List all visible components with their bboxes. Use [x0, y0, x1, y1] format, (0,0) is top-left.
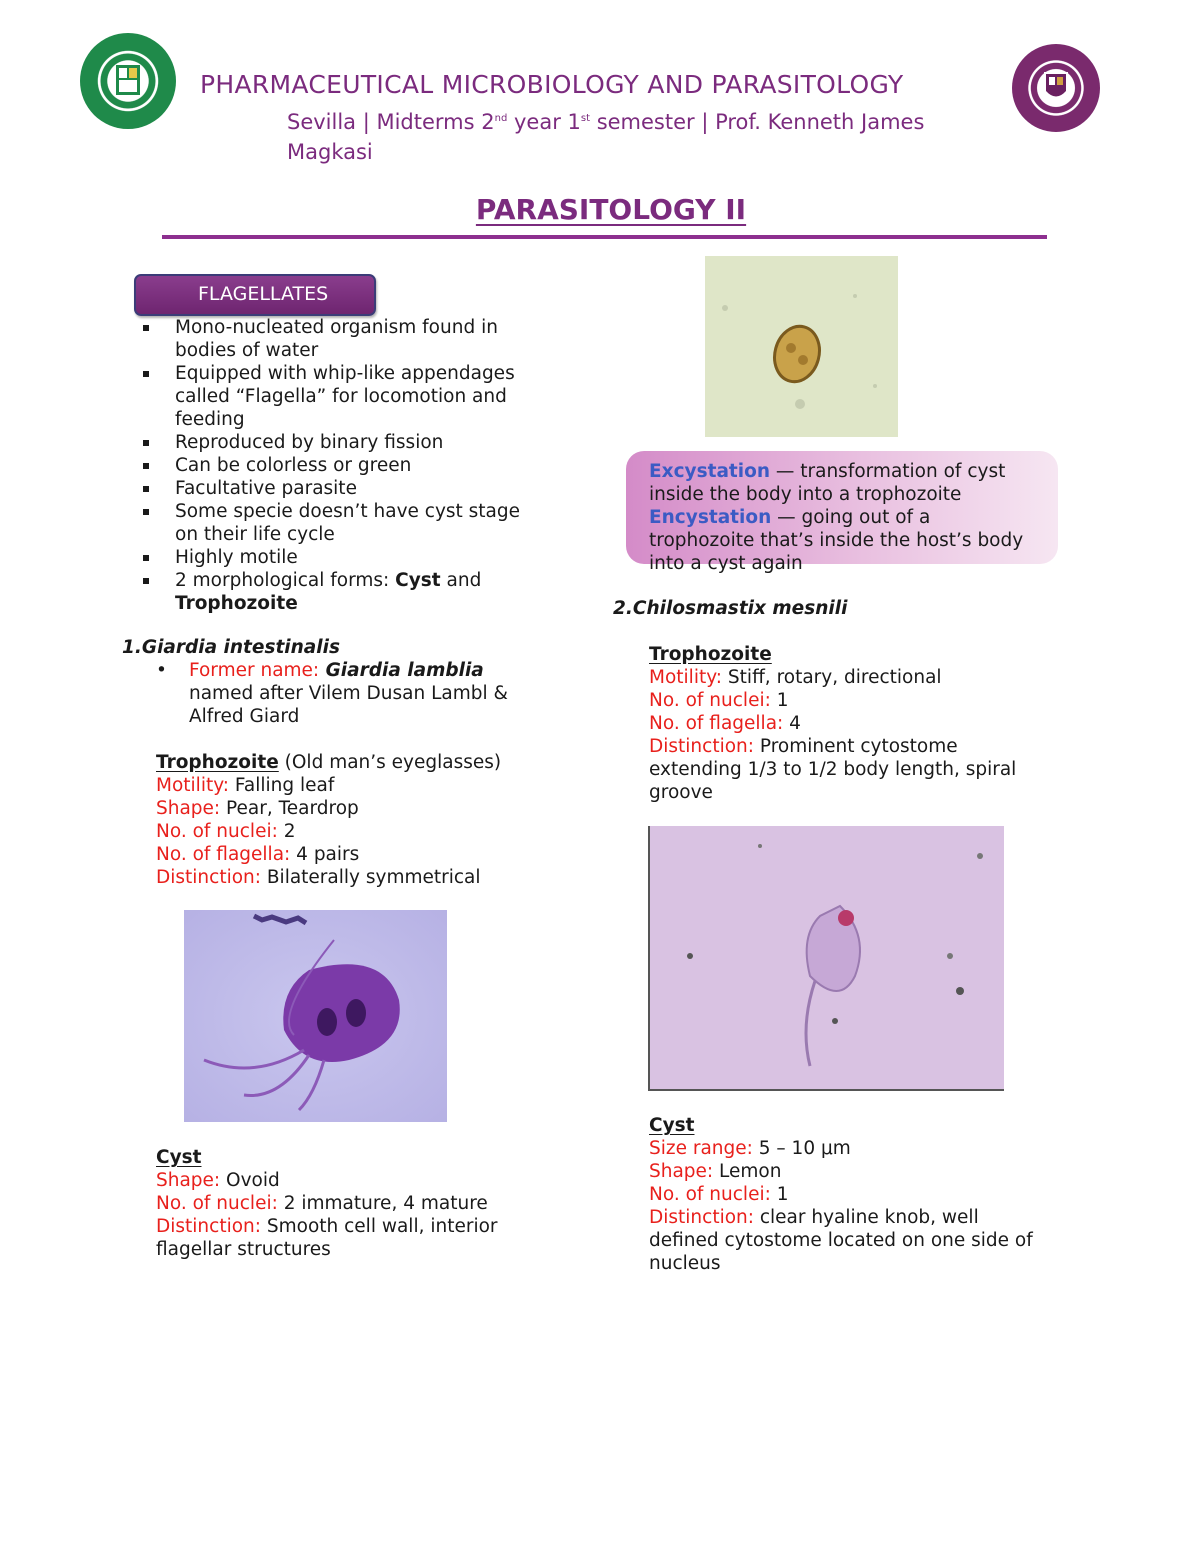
course-title: PHARMACEUTICAL MICROBIOLOGY AND PARASITOLOGY — [200, 70, 904, 99]
giardia-trophozoite-details: Trophozoite (Old man’s eyeglasses) Motility: Falling leaf Shape: Pear, Teardrop No. of nuclei: 2 No. of flagella: 4 pairs Distinction: Bilaterally symmetrical — [156, 752, 502, 888]
chilomastix-cyst-details: Cyst Size range: 5 – 10 μm Shape: Lemon No. of nuclei: 1 Distinction: clear hyaline knob, well defined cytostome located on one side of nucleus — [649, 1115, 1033, 1274]
school-seal-left-icon — [80, 33, 176, 129]
chilomastix-trophozoite-photo — [648, 826, 1004, 1091]
giardia-cyst-details: Cyst Shape: Ovoid No. of nuclei: 2 immature, 4 mature Distinction: Smooth cell wall, interior flagellar structures — [156, 1147, 498, 1260]
chilomastix-trophozoite-details: Trophozoite Motility: Stiff, rotary, directional No. of nuclei: 1 No. of flagella: 4 Distinction: Prominent cytostome extending 1/3 to 1/2 body length, spiral groove — [649, 644, 1017, 803]
giardia-heading: 1.Giardia intestinalis — [122, 637, 340, 658]
section-label-flagellates: FLAGELLATES — [134, 274, 376, 316]
list-item: Some specie doesn’t have cyst stage on their life cycle — [175, 500, 565, 546]
list-item: Highly motile — [175, 546, 565, 569]
giardia-former-name: • Former name: Giardia lamblia named after Vilem Dusan Lambl & Alfred Giard — [156, 660, 508, 727]
list-item: Can be colorless or green — [175, 454, 565, 477]
list-item: Mono-nucleated organism found in bodies of water — [175, 316, 565, 362]
flagellates-bullet-list — [175, 316, 565, 615]
title-divider — [162, 235, 1047, 239]
list-item: Equipped with whip-like appendages called “Flagella” for locomotion and feeding — [175, 362, 565, 431]
page-title: PARASITOLOGY II — [475, 193, 747, 226]
giardia-trophozoite-photo — [184, 910, 447, 1122]
list-item: 2 morphological forms: Cyst and Trophozoite — [175, 569, 565, 615]
school-seal-right-icon — [1012, 44, 1100, 132]
giardia-cyst-photo — [705, 256, 898, 437]
list-item: Facultative parasite — [175, 477, 565, 500]
list-item: Reproduced by binary fission — [175, 431, 565, 454]
chilomastix-heading: 2.Chilosmastix mesnili — [613, 598, 848, 619]
excystation-note-text: Excystation — transformation of cyst inside the body into a trophozoite Encystation — going out of a trophozoite that’s inside the host’s body into a cyst again — [649, 461, 1024, 574]
course-subtitle: Sevilla | Midterms 2nd year 1st semester | Prof. Kenneth James Magkasi — [287, 110, 925, 164]
